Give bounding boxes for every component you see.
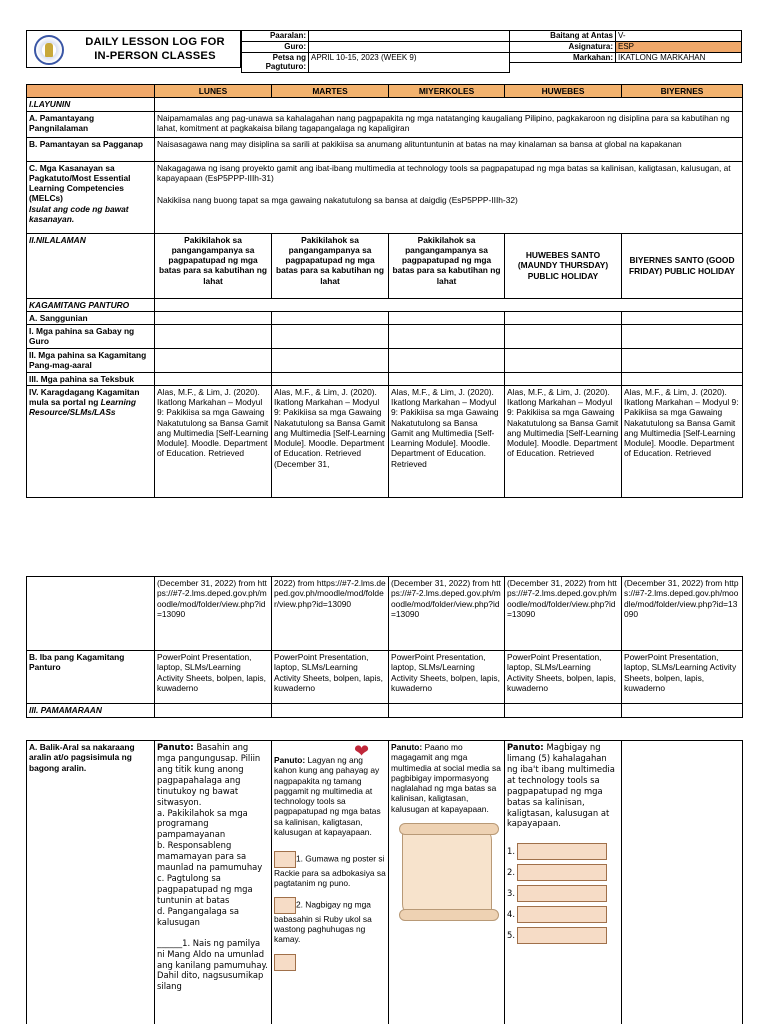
- petsa-label: Petsa ng Pagtuturo:: [242, 52, 309, 73]
- pamantayan-pagganap-label: B. Pamantayan sa Pagganap: [27, 137, 155, 161]
- heart-icon: ❤: [354, 741, 370, 761]
- answer-number-3: 3.: [507, 888, 515, 899]
- iba-miyerkoles: PowerPoint Presentation, laptop, SLMs/Learning Activity Sheets, bolpen, lapis, kuwaderno: [389, 651, 505, 704]
- lesson-log-table-page2: [26, 576, 743, 718]
- melc-text-1: Nakagagawa ng isang proyekto gamit ang ibat-ibang multimedia at technology tools sa pagpapatupad ng mga batas sa kalinisan, kaligtasan, kalusugan, at kapayapaan (EsP5PPP-IIIh-31): [157, 162, 731, 183]
- day-header-miyerkoles: MIYERKOLES: [389, 85, 505, 98]
- martes-activity: [272, 741, 389, 1024]
- huw-panuto-text: Magbigay ng limang (5) kahalagahan ng iba't ibang multimedia at technology tools sa pagpapatupad ng mga batas sa kalinisan, kaligtasan, kalusugan at kapayapaan.: [507, 742, 615, 829]
- kagamitan-heading: KAGAMITANG PANTURO: [27, 298, 155, 311]
- ref-huwebes: Alas, M.F., & Lim, J. (2020). Ikatlong Markahan – Modyul 9: Pakikiisa sa mga Gawaing Nakatutulong sa Bansa Gamit ang Multimedia [Self-Learning Module]. Moodle. Department of Education. Retrieved: [505, 385, 622, 497]
- lunes-question-1: ______1. Nais ng pamilya ni Mang Aldo na umunlad ang kanilang pamumuhay. Dahil dito, nagsusumikap silang: [157, 937, 268, 992]
- baitang-label: Baitang at Antas: [510, 31, 616, 42]
- pamantayan-pagganap-text: Naisasagawa nang may disiplina sa sarili at pakikiisa sa anumang alituntuntunin at batas na may kinalaman sa bansa at global na kapakanan: [155, 137, 743, 161]
- huwebes-activity: [505, 741, 622, 1024]
- pamantayang-pangnilalaman-text: Naipamamalas ang pag-unawa sa kahalagahan nang pagpapakita ng mga natatanging kaugaliang Pilipino, pagkakaroon ng disiplina para sa kabutihan ng lahat, komitment at pagkakaisa bilang tagapangalaga ng kapaligiran: [155, 111, 743, 137]
- martes-panuto-label: Panuto:: [274, 755, 308, 765]
- blank-header: [27, 85, 155, 98]
- petsa-value: APRIL 10-15, 2023 (WEEK 9): [309, 52, 510, 73]
- balik-aral-label: A. Balik-Aral sa nakaraang aralin at/o pagsisimula ng bagong aralin.: [27, 741, 155, 1024]
- pamantayang-pangnilalaman-label: A. Pamantayang Pangnilalaman: [27, 111, 155, 137]
- layunin-heading: I.LAYUNIN: [27, 98, 155, 111]
- answer-number-2: 2.: [507, 867, 515, 878]
- ref-cont-label: [27, 577, 155, 651]
- answer-box-5[interactable]: [517, 927, 607, 944]
- paaralan-value: [309, 31, 510, 42]
- ref2-lunes: (December 31, 2022) from https://#7-2.lms.deped.gov.ph/moodle/mod/folder/view.php?id=13090: [155, 577, 272, 651]
- answer-box-3[interactable]: [517, 885, 607, 902]
- answer-row-3: [507, 883, 619, 904]
- header-info-right: [509, 30, 742, 63]
- teksbuk-label: III. Mga pahina sa Teksbuk: [27, 372, 155, 385]
- answer-number-4: 4.: [507, 909, 515, 920]
- martes-item-3: [274, 954, 386, 971]
- lesson-log-table: [26, 84, 743, 498]
- sanggunian-label: A. Sanggunian: [27, 311, 155, 324]
- iba-huwebes: PowerPoint Presentation, laptop, SLMs/Learning Activity Sheets, bolpen, lapis, kuwaderno: [505, 651, 622, 704]
- guro-label: Guro:: [242, 41, 309, 52]
- iba-martes: PowerPoint Presentation, laptop, SLMs/Learning Activity Sheets, bolpen, lapis, kuwaderno: [272, 651, 389, 704]
- nilalaman-biyernes: BIYERNES SANTO (GOOD FRIDAY) PUBLIC HOLIDAY: [622, 233, 743, 298]
- checkbox-1[interactable]: [274, 851, 296, 868]
- title-line-2: IN-PERSON CLASSES: [94, 50, 216, 63]
- karagdagang-label-italic: Learning Resource/SLMs/LASs: [29, 397, 137, 418]
- miy-panuto-label: Panuto:: [391, 742, 425, 752]
- ref2-martes: 2022) from https://#7-2.lms.deped.gov.ph/moodle/mod/folder/view.php?id=13090: [272, 577, 389, 651]
- melc-label-cell: [27, 161, 155, 233]
- karagdagang-label: IV. Karagdagang Kagamitan mula sa portal ng: [29, 386, 140, 407]
- melc-text-2: Nakikiisa nang buong tapat sa mga gawaing nakatutulong sa bansa at daigdig (EsP5PPP-IIIh-32): [157, 195, 518, 205]
- miy-panuto-text: Paano mo magagamit ang mga multimedia at social media sa pagbibigay impormasyong naglalahad ng mga batas sa kalinisan, kaligtasan, kalusugan at kapayapaan.: [391, 742, 501, 814]
- ref-biyernes: Alas, M.F., & Lim, J. (2020). Ikatlong Markahan – Modyul 9: Pakikiisa sa mga Gawaing Nakatutulong sa Bansa Gamit ang Multimedia [Self-Learning Module]. Moodle. Department of Education. Retrieved: [622, 385, 743, 497]
- asignatura-value: ESP: [616, 41, 742, 52]
- answer-row-1: [507, 841, 619, 862]
- scroll-icon: [402, 826, 492, 918]
- markahan-value: IKATLONG MARKAHAN: [616, 52, 742, 63]
- lunes-choice-a: a. Pakikilahok sa mga programang pampamayanan: [157, 807, 248, 840]
- lunes-panuto-label: Panuto:: [157, 742, 197, 752]
- nilalaman-lunes: Pakikilahok sa pangangampanya sa pagpapatupad ng mga batas para sa kabutihan ng lahat: [155, 233, 272, 298]
- nilalaman-miyerkoles: Pakikilahok sa pangangampanya sa pagpapatupad ng mga batas para sa kabutihan ng lahat: [389, 233, 505, 298]
- biyernes-activity: [622, 741, 743, 1024]
- answer-number-1: 1.: [507, 846, 515, 857]
- answer-box-1[interactable]: [517, 843, 607, 860]
- gabay-guro-label: I. Mga pahina sa Gabay ng Guro: [27, 325, 155, 349]
- day-header-huwebes: HUWEBES: [505, 85, 622, 98]
- answer-list: [507, 841, 619, 946]
- answer-box-2[interactable]: [517, 864, 607, 881]
- lunes-instruction: [157, 742, 269, 808]
- martes-instruction: [274, 755, 386, 837]
- nilalaman-heading: II.NILALAMAN: [27, 233, 155, 298]
- kagamitang-pang-mag-aaral-label: II. Mga pahina sa Kagamitang Pang-mag-aaral: [27, 348, 155, 372]
- iba-lunes: PowerPoint Presentation, laptop, SLMs/Learning Activity Sheets, bolpen, lapis, kuwaderno: [155, 651, 272, 704]
- guro-value: [309, 41, 510, 52]
- deped-seal-icon: [34, 35, 64, 65]
- layunin-blank: [155, 98, 743, 111]
- karagdagang-kagamitan-label-cell: [27, 385, 155, 497]
- huwebes-instruction: [507, 742, 619, 829]
- melc-label: C. Mga Kasanayan sa Pagkatuto/Most Essential Learning Competencies (MELCs): [29, 162, 131, 204]
- lunes-choice-d: d. Pangangalaga sa kalusugan: [157, 905, 240, 927]
- nilalaman-martes: Pakikilahok sa pangangampanya sa pagpapatupad ng mga batas para sa kabutihan ng lahat: [272, 233, 389, 298]
- lunes-activity: [155, 741, 272, 1024]
- martes-item-1-text: 1. Gumawa ng poster si Rackie para sa adbokasiya sa pagtatanim ng puno.: [274, 853, 386, 889]
- day-header-lunes: LUNES: [155, 85, 272, 98]
- lunes-panuto-text: Basahin ang mga pangungusap. Piliin ang titik kung anong pagpapahalaga ang tinutukoy ng bawat sitwasyon.: [157, 742, 261, 807]
- header-info-left: [241, 30, 510, 73]
- answer-number-5: 5.: [507, 930, 515, 941]
- melc-note: Isulat ang code ng bawat kasanayan.: [29, 203, 129, 224]
- page-title: [75, 35, 235, 64]
- martes-panuto-text: Lagyan ng ang kahon kung ang pahayag ay nagpapakita ng tamang paggamit ng multimedia at technology tools sa pagpapatupad ng mga batas sa kalinisan, kaligtasan, kalusugan at kapayapaan.: [274, 755, 381, 837]
- day-header-biyernes: BIYERNES: [622, 85, 743, 98]
- answer-box-4[interactable]: [517, 906, 607, 923]
- lunes-choice-c: c. Pagtulong sa pagpapatupad ng mga tuntunin at batas: [157, 873, 253, 905]
- checkbox-3[interactable]: [274, 954, 296, 971]
- ref-miyerkoles: Alas, M.F., & Lim, J. (2020). Ikatlong Markahan – Modyul 9: Pakikiisa sa mga Gawaing Nakatutulong sa Bansa Gamit ang Multimedia [Self-Learning Module]. Moodle. Department of Education. Retrieved: [389, 385, 505, 497]
- martes-item-2: [274, 897, 386, 945]
- lesson-log-table-page3: [26, 740, 743, 1024]
- checkbox-2[interactable]: [274, 897, 296, 914]
- title-box: [26, 30, 241, 68]
- ref-lunes: Alas, M.F., & Lim, J. (2020). Ikatlong Markahan – Modyul 9: Pakikiisa sa mga Gawaing Nakatutulong sa Bansa Gamit ang Multimedia [Self-Learning Module]. Moodle. Department of Education. Retrieved: [155, 385, 272, 497]
- paaralan-label: Paaralan:: [242, 31, 309, 42]
- huw-panuto-label: Panuto:: [507, 742, 547, 752]
- baitang-value: V-: [616, 31, 742, 42]
- iba-pang-kagamitan-label: B. Iba pang Kagamitang Panturo: [27, 651, 155, 704]
- martes-item-1: [274, 851, 386, 889]
- ref-martes: Alas, M.F., & Lim, J. (2020). Ikatlong Markahan – Modyul 9: Pakikiisa sa mga Gawaing Nakatutulong sa Bansa Gamit ang Multimedia [Self-Learning Module]. Moodle. Department of Education. Retrieved (December 31,: [272, 385, 389, 497]
- nilalaman-huwebes: HUWEBES SANTO (MAUNDY THURSDAY) PUBLIC HOLIDAY: [505, 233, 622, 298]
- pamamaraan-heading: III. PAMAMARAAN: [27, 704, 155, 718]
- ref2-huwebes: (December 31, 2022) from https://#7-2.lms.deped.gov.ph/moodle/mod/folder/view.php?id=13090: [505, 577, 622, 651]
- iba-biyernes: PowerPoint Presentation, laptop, SLMs/Learning Activity Sheets, bolpen, lapis, kuwaderno: [622, 651, 743, 704]
- title-line-1: DAILY LESSON LOG FOR: [85, 36, 225, 48]
- markahan-label: Markahan:: [510, 52, 616, 63]
- lunes-choice-b: b. Responsableng mamamayan para sa maunlad na pamumuhay: [157, 840, 263, 873]
- answer-row-4: [507, 904, 619, 925]
- martes-instruction-row: [274, 742, 386, 837]
- melc-text-cell: [155, 161, 743, 233]
- answer-row-5: [507, 925, 619, 946]
- asignatura-label: Asignatura:: [510, 41, 616, 52]
- ref2-miyerkoles: (December 31, 2022) from https://#7-2.lms.deped.gov.ph/moodle/mod/folder/view.php?id=13090: [389, 577, 505, 651]
- martes-item-2-text: 2. Nagbigay ng mga babasahin si Ruby ukol sa wastong paghuhugas ng kamay.: [274, 899, 372, 944]
- kagamitan-blank: [155, 298, 743, 311]
- answer-row-2: [507, 862, 619, 883]
- ref2-biyernes: (December 31, 2022) from https://#7-2.lms.deped.gov.ph/moodle/mod/folder/view.php?id=13090: [622, 577, 743, 651]
- miyerkoles-instruction: [391, 742, 502, 814]
- miyerkoles-activity: [389, 741, 505, 1024]
- day-header-martes: MARTES: [272, 85, 389, 98]
